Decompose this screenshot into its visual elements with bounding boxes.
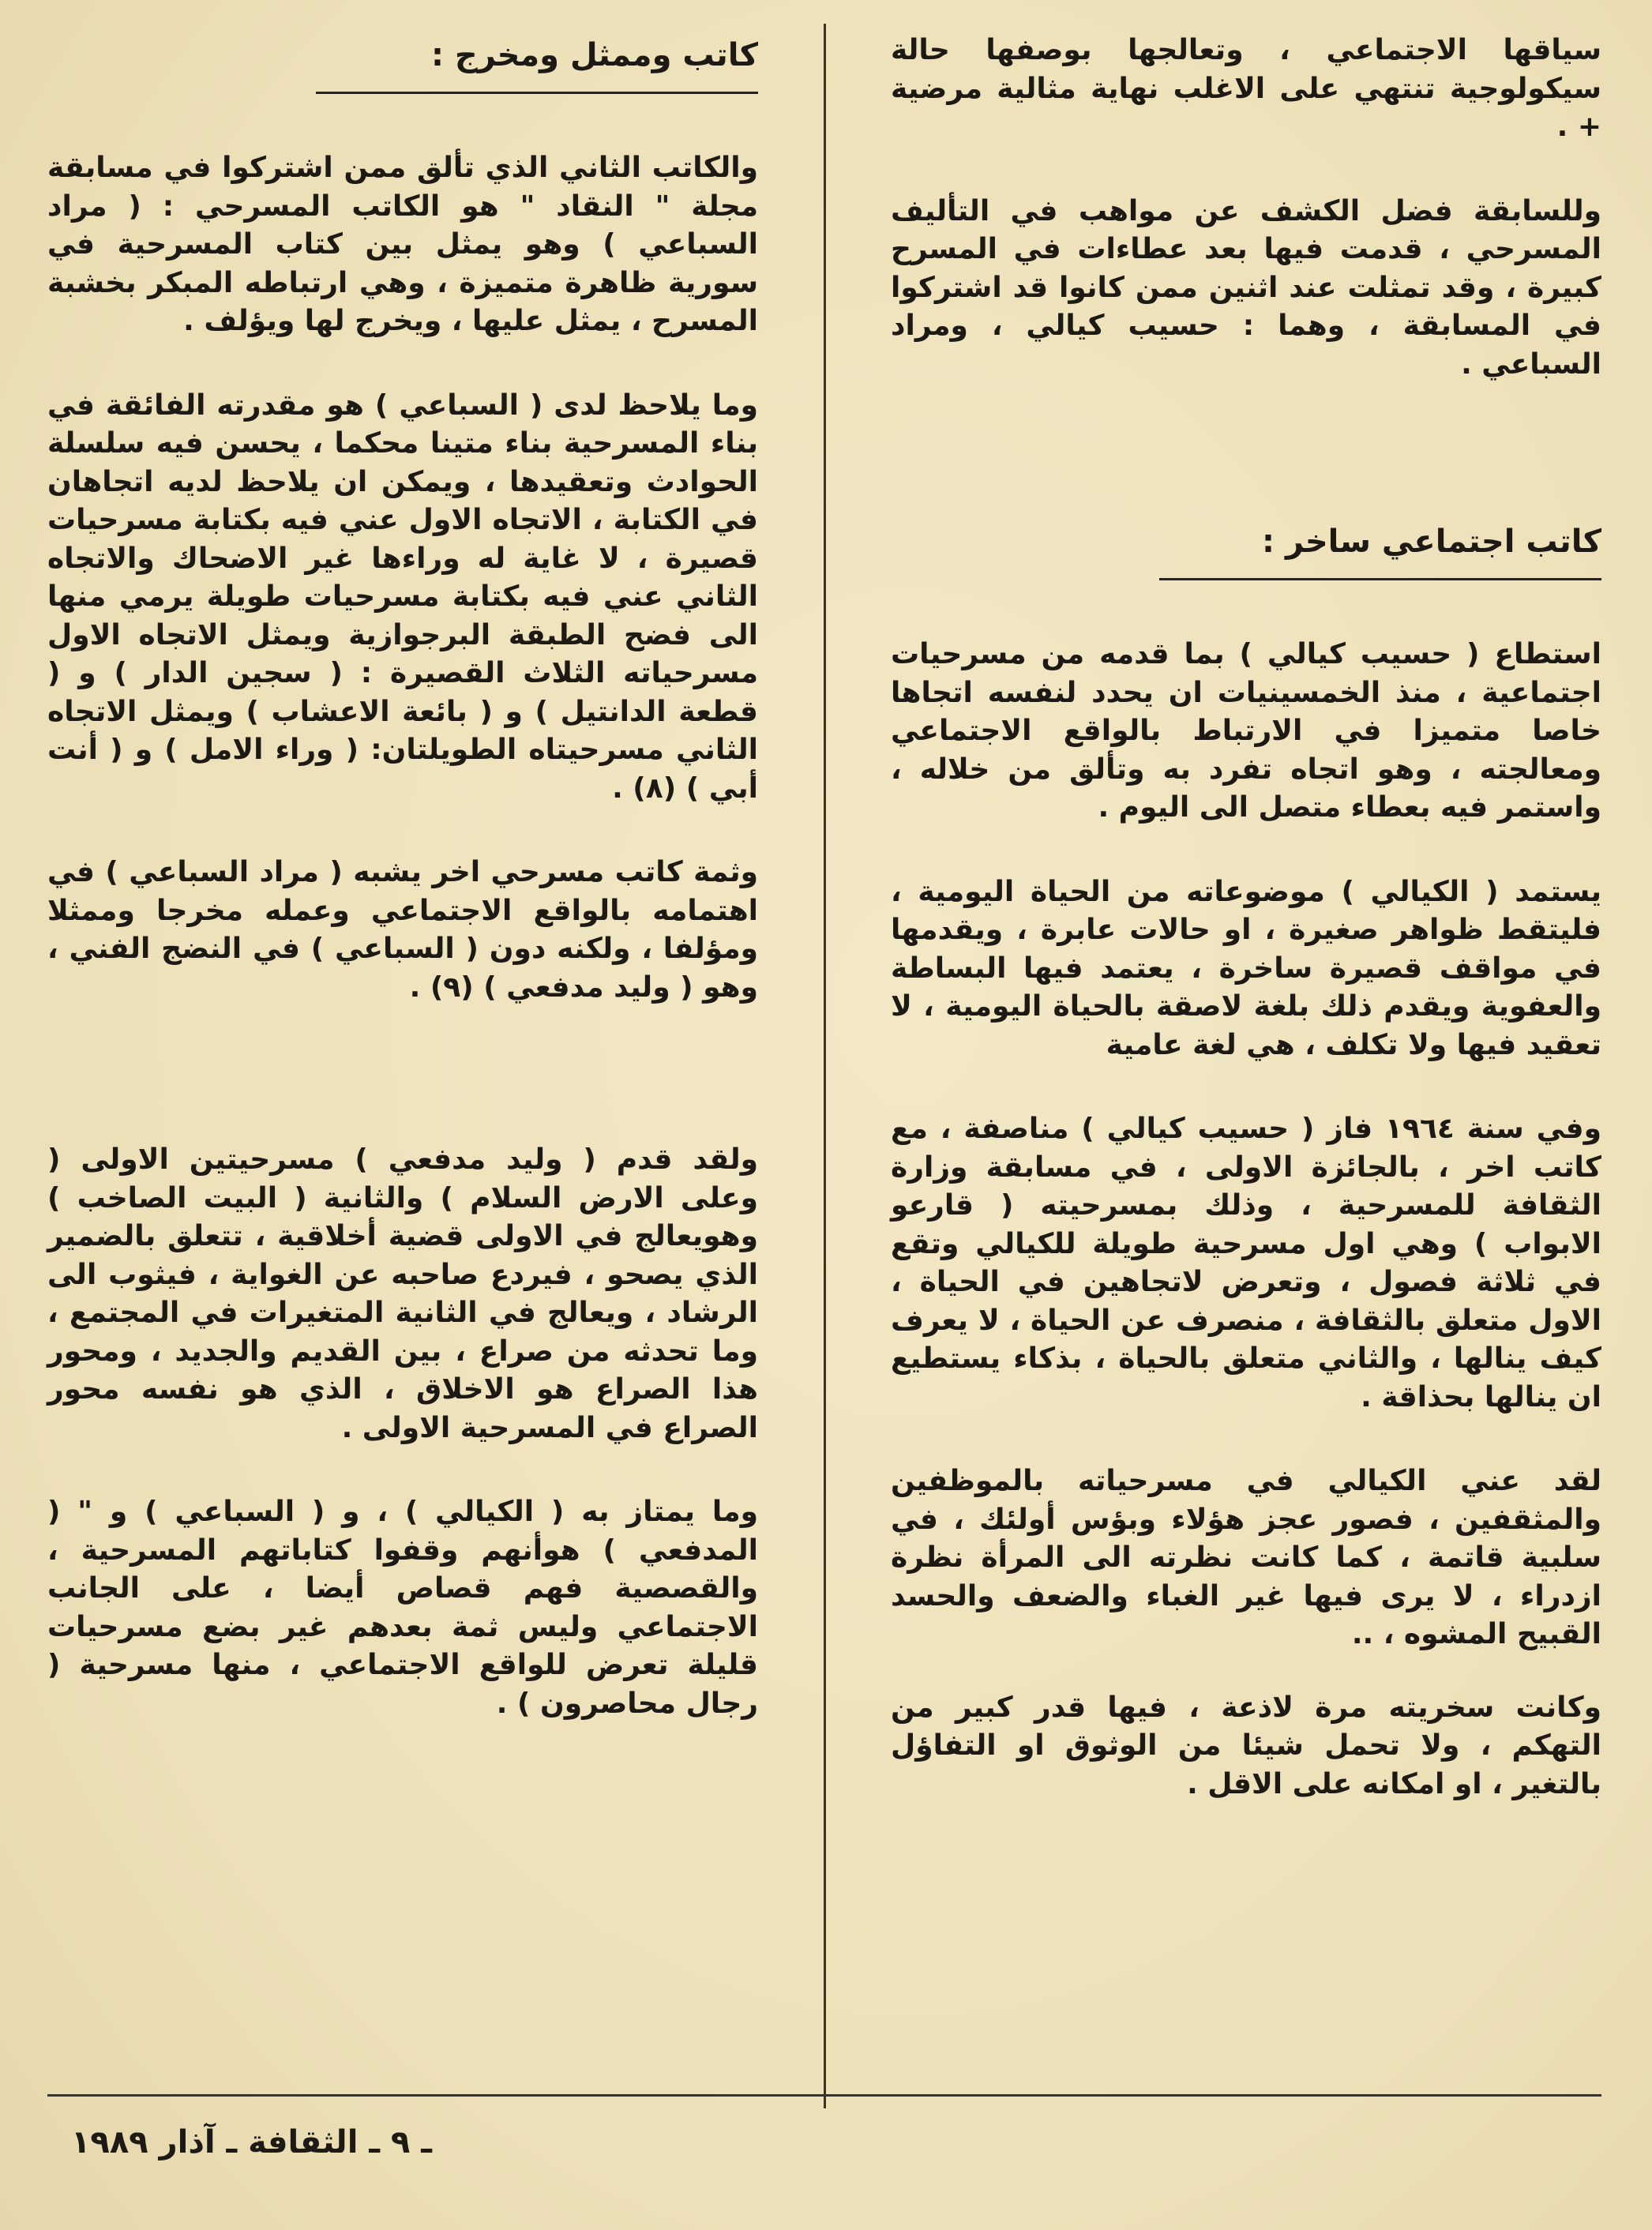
paragraph: وفي سنة ١٩٦٤ فاز ( حسيب كيالي ) مناصفة ، مع كاتب اخر ، بالجائزة الاولى ، في مسابقة وزارة الثقافة للمسرحية ، وذلك بمسرحيته ( قارعو الابواب ) وهي اول مسرحية طويلة للكيالي وتقع في ثلاثة فصول ، وتعرض لاتجاهين في الحياة ، الاول متعلق بالثقافة ، منصرف عن الحياة ، لا يعرف كيف ينالها ، والثاني متعلق بالحياة ، بذكاء يستطيع ان ينالها بحذاقة . bbox=[891, 1113, 1601, 1413]
paragraph: وللسابقة فضل الكشف عن مواهب في التأليف المسرحي ، قدمت فيها بعد عطاءات في المسرح كبيرة ، وقد تمثلت عند اثنين ممن كانوا قد اشتركوا في المسابقة ، وهما : حسيب كيالي ، ومراد السباعي . bbox=[891, 194, 1601, 381]
paragraph: استطاع ( حسيب كيالي ) بما قدمه من مسرحيات اجتماعية ، منذ الخمسينيات ان يحدد لنفسه اتجاها خاصا متميزا في الارتباط بالواقع الاجتماعي ومعالجته ، وهو اتجاه تفرد به وتألق من خلاله ، واستمر فيه بعطاء متصل الى اليوم . bbox=[891, 638, 1601, 824]
section-heading: كاتب اجتماعي ساخر : bbox=[1262, 524, 1601, 560]
paragraph: وثمة كاتب مسرحي اخر يشبه ( مراد السباعي ) في اهتمامه بالواقع الاجتماعي وعمله مخرجا وممثلا ومؤلفا ، ولكنه دون ( السباعي ) في النضج الفني ، وهو ( وليد مدفعي ) (٩) . bbox=[47, 856, 758, 1004]
paragraph: وكانت سخريته مرة لاذعة ، فيها قدر كبير من التهكم ، ولا تحمل شيئا من الوثوق او التفاؤل بالتغير ، او امكانه على الاقل . bbox=[891, 1691, 1601, 1800]
footer-rule bbox=[47, 2094, 1601, 2097]
section-heading: كاتب وممثل ومخرج : bbox=[430, 37, 758, 73]
left-column bbox=[47, 32, 758, 1769]
column-divider bbox=[824, 24, 826, 2108]
heading-underline bbox=[1159, 578, 1601, 580]
paragraph: ولقد قدم ( وليد مدفعي ) مسرحيتين الاولى ( وعلى الارض السلام ) والثانية ( البيت الصاخب ) وهويعالج في الاولى قضية أخلاقية ، تتعلق بالضمير الذي يصحو ، فيردع صاحبه عن الغواية ، فيثوب الى الرشاد ، ويعالج في الثانية المتغيرات في المجتمع ، وما تحدثه من صراع ، بين القديم والجديد ، ومحور هذا الصراع هو الاخلاق ، الذي هو نفسه محور الصراع في المسرحية الاولى . bbox=[47, 1143, 758, 1444]
paragraph: يستمد ( الكيالي ) موضوعاته من الحياة اليومية ، فليتقط ظواهر صغيرة ، او حالات عابرة ، ويقدمها في مواقف قصيرة ساخرة ، يعتمد فيها البساطة والعفوية ويقدم ذلك بلغة لاصقة بالحياة اليومية ، لا تعقيد فيها ولا تكلف ، هي لغة عامية bbox=[891, 875, 1601, 1061]
paragraph: وما يمتاز به ( الكيالي ) ، و ( السباعي ) و " ( المدفعي ) هوأنهم وقفوا كتاباتهم المسرحية ، والقصصية فهم قصاص أيضا ، على الجانب الاجتماعي وليس ثمة بعدهم غير بضع مسرحيات قليلة تعرض للواقع الاجتماعي ، منها مسرحية ( رجال محاصرون ) . bbox=[47, 1496, 758, 1720]
paragraph: لقد عني الكيالي في مسرحياته بالموظفين والمثقفين ، فصور عجز هؤلاء وبؤس أولئك ، في سلبية قاتمة ، كما كانت نظرته الى المرأة نظرة ازدراء ، لا يرى فيها غير الغباء والضعف والحسد القبيح المشوه ، .. bbox=[891, 1465, 1601, 1650]
paragraph: سياقها الاجتماعي ، وتعالجها بوصفها حالة سيكولوجية تنتهي على الاغلب نهاية مثالية مرضية + . bbox=[891, 34, 1601, 143]
heading-underline bbox=[316, 92, 758, 94]
paragraph: والكاتب الثاني الذي تألق ممن اشتركوا في مسابقة مجلة " النقاد " هو الكاتب المسرحي : ( مراد السباعي ) وهو يمثل بين كتاب المسرحية في سورية ظاهرة متميزة ، وهي ارتباطه المبكر بخشبة المسرح ، يمثل عليها ، ويخرج لها ويؤلف . bbox=[47, 152, 758, 337]
page-footer: ـ ٩ ـ الثقافة ـ آذار ١٩٨٩ bbox=[71, 2124, 432, 2161]
right-column bbox=[891, 32, 1601, 1849]
paragraph: وما يلاحظ لدى ( السباعي ) هو مقدرته الفائقة في بناء المسرحية بناء متينا محكما ، يحسن فيه سلسلة الحوادث وتعقيدها ، ويمكن ان يلاحظ لديه اتجاهان في الكتابة ، الاتجاه الاول عني فيه بكتابة مسرحيات قصيرة ، لا غاية له وراءها غير الاضحاك والاتجاه الثاني عني فيه بكتابة مسرحيات طويلة يرمي منها الى فضح الطبقة البرجوازية ويمثل الاتجاه الاول مسرحياته الثلاث القصيرة : ( سجين الدار ) و ( قطعة الدانتيل ) و ( بائعة الاعشاب ) ويمثل الاتجاه الثاني مسرحيتاه الطويلتان: ( وراء الامل ) و ( أنت أبي ) (٨) . bbox=[47, 389, 758, 805]
